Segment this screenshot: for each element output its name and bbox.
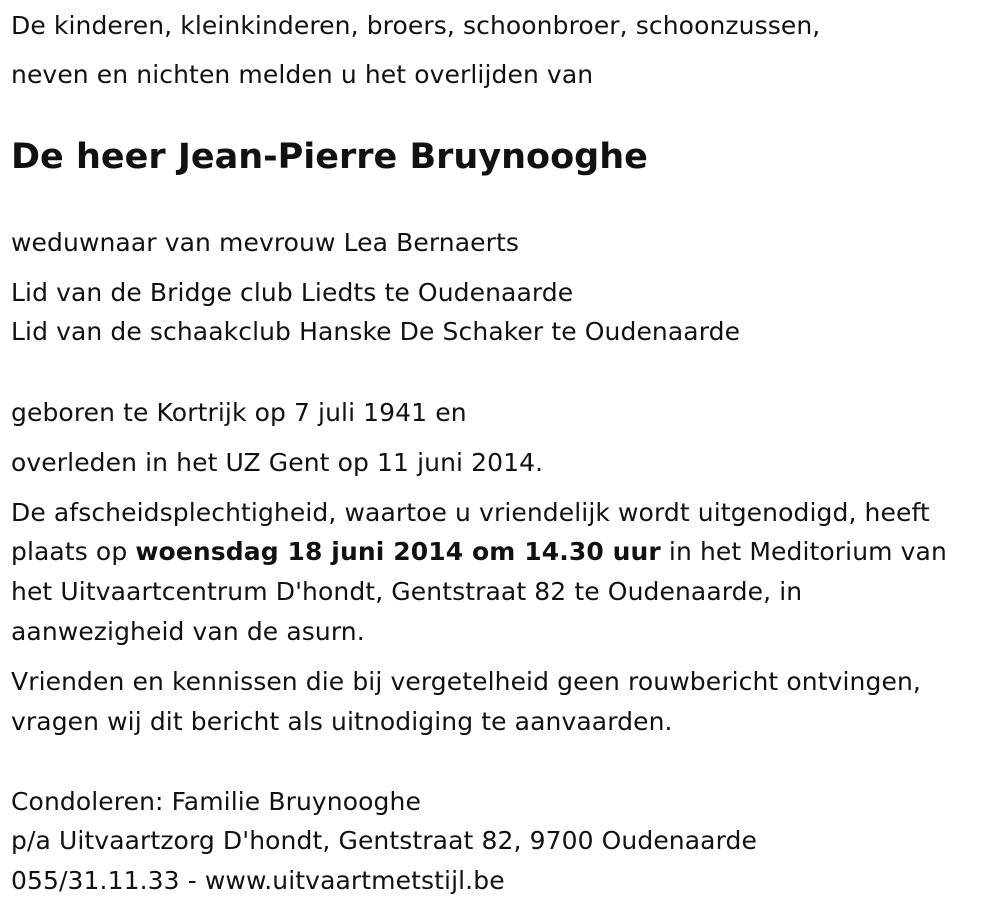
friends-line-2: vragen wij dit bericht als uitnodiging te aanvaarden. <box>11 707 673 736</box>
died-line: overleden in het UZ Gent op 11 juni 2014. <box>11 448 544 477</box>
intro-line-2: neven en nichten melden u het overlijden van <box>11 60 594 89</box>
club-line-2: Lid van de schaakclub Hanske De Schaker te Oudenaarde <box>11 317 741 346</box>
condolences-line-3: 055/31.11.33 - www.uitvaartmetstijl.be <box>11 866 505 895</box>
ceremony-line-1: De afscheidsplechtigheid, waartoe u vriendelijk wordt uitgenodigd, heeft <box>11 498 930 527</box>
widower-line: weduwnaar van mevrouw Lea Bernaerts <box>11 228 520 257</box>
ceremony-line-3: het Uitvaartcentrum D'hondt, Gentstraat 82 te Oudenaarde, in <box>11 577 803 606</box>
deceased-name: De heer Jean-Pierre Bruynooghe <box>11 137 648 177</box>
ceremony-line-2-pre: plaats op <box>11 537 136 566</box>
ceremony-line-2 <box>11 532 947 572</box>
club-line-1: Lid van de Bridge club Liedts te Oudenaarde <box>11 278 574 307</box>
ceremony-line-2-post: in het Meditorium van <box>660 537 947 566</box>
ceremony-line-4: aanwezigheid van de asurn. <box>11 617 365 646</box>
friends-line-1: Vrienden en kennissen die bij vergetelheid geen rouwbericht ontvingen, <box>11 667 921 696</box>
condolences-line-1: Condoleren: Familie Bruynooghe <box>11 787 421 816</box>
condolences-line-2: p/a Uitvaartzorg D'hondt, Gentstraat 82, 9700 Oudenaarde <box>11 826 757 855</box>
ceremony-date-time: woensdag 18 juni 2014 om 14.30 uur <box>135 537 661 566</box>
intro-line-1: De kinderen, kleinkinderen, broers, schoonbroer, schoonzussen, <box>11 11 821 40</box>
born-line: geboren te Kortrijk op 7 juli 1941 en <box>11 398 467 427</box>
